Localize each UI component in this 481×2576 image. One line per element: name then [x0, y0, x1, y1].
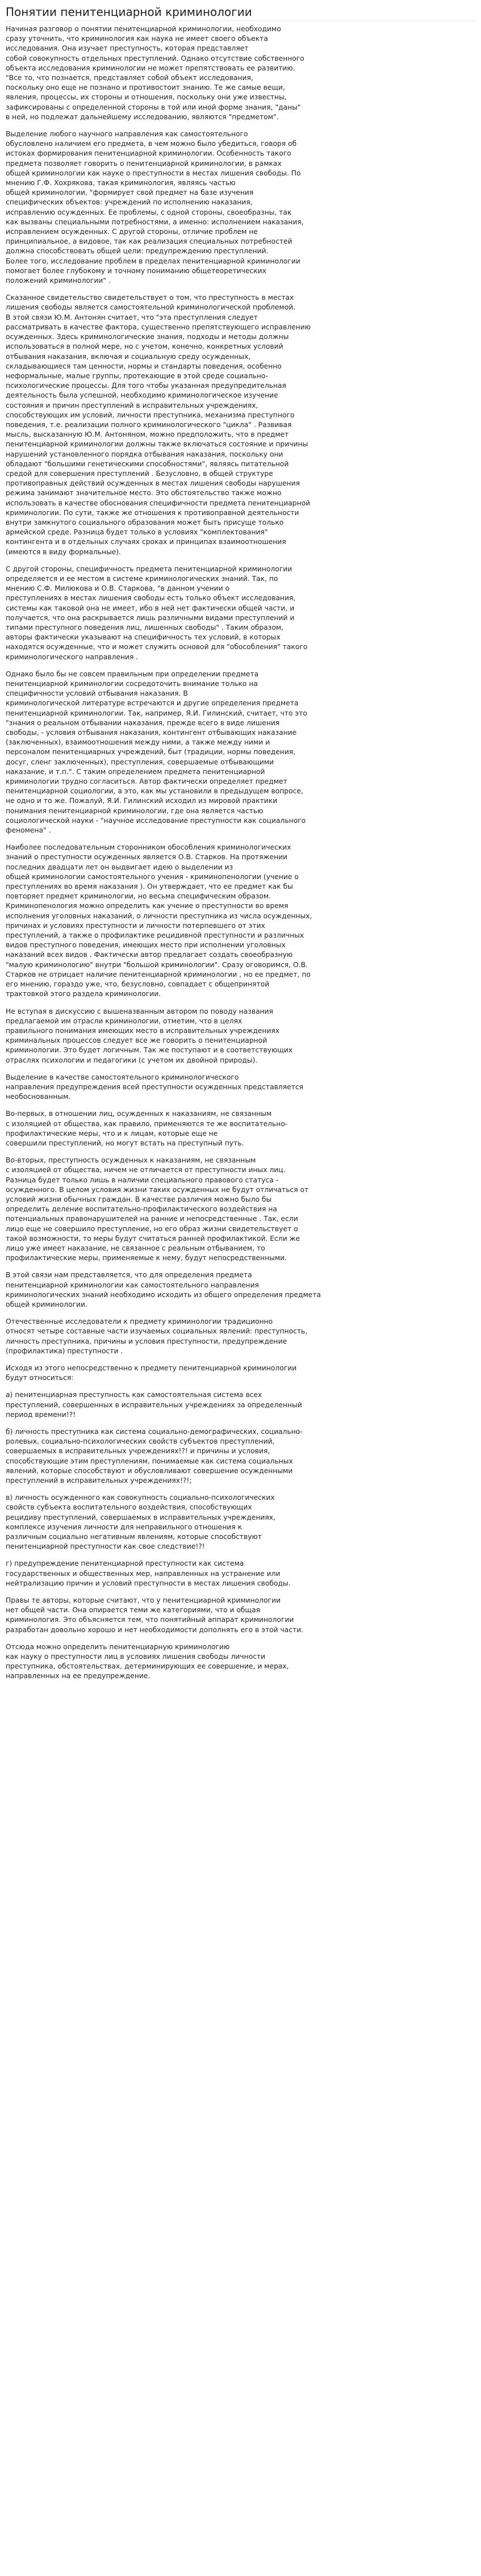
paragraph: Выделение в качестве самостоятельного криминологического направления предупреждения всей преступности осужденных представляется необоснованным.: [6, 1073, 304, 1101]
paragraph: Исходя из этого непосредственно к предмету пенитенциарной криминологии будут относиться:: [6, 1364, 297, 1382]
paragraph: Сказанное свидетельство свидетельствует о том, что преступность в местах лишения свободы является самостоятельной криминологической проблемой. В этой связи Ю.М. Антонян считает, что "эта преступления следует рассматривать в качестве фактора, существенно препятствующего исправлению осужденных. Здесь криминологические знания, подходы и методы должны использоваться в полной мере, но с учетом, конечно, конкретных условий отбывания наказания, включая и социальную среду осужденных, складывающиеся там ценности, нормы и стандарты поведения, особенно неформальные, малые группы, протекающие в этой среде социально- психологические процессы. Для того чтобы указанная предупредительная деятельность была успешной, необходимо криминологическое изучение состояния и причин преступлений в исправительных учреждениях, способствующих им условий, личности преступника, механизма преступного поведения, т.е. реализации полного криминологического "цикла" . Развивая мысль, высказанную Ю.М. Антоняном, можно предположить, что в предмет пенитенциарной криминологии должны также включаться состояние и причины нарушений установленного порядка отбывания наказания, поскольку они обладают "большими генетическими способностями", являясь питательной средой для совершения преступлений . Безусловно, в общей структуре противоправных действий осужденных в местах лишения свободы нарушения режима занимают значительное место. Это обстоятельство также можно использовать в качестве обоснования специфичности предмета пенитенциарной криминологии. По сути, также же отношения к противоправной деятельности внутри замкнутого социального образования может быть присуще только армейской среде. Разница будет только в условиях "комплектования" контингента и в отдельных случаях сроках и принципах взаимоотношения (имеются в виду формальные).: [6, 294, 311, 556]
paragraph: б) личность преступника как система социально-демографических, социально- ролевых, социально-психологических свойств субъектов преступлений, совершаемых в исправительных учреждениях!?! и причины и условия, способствующие этим преступлениям, понимаемые как система социальных явлений, которые способствуют и обусловливают совершение осужденными преступлений в исправительных учреждениях!?!;: [6, 1428, 303, 1485]
paragraph: Однако было бы не совсем правильным при определении предмета пенитенциарной криминологии сосредоточить внимание только на специфичности условий отбывания наказания. В криминологической литературе встречаются и другие определения предмета пенитенциарной криминологии. Так, например, Я.И. Гилинский, считает, что это "знания о реальном отбывании наказания, прежде всего в виде лишения свободы, - условия отбывания наказания, контингент отбывающих наказание (заключенных), взаимоотношения между ними, а также между ними и персоналом пенитенциарных учреждений, быт (традиции, нормы поведения, досуг, сленг заключенных), преступления, совершаемые отбывающими наказание, и т.п.". С таким определением предмета пенитенциарной криминологии трудно согласиться. Автор фактически определяет предмет пенитенциарной социологии, а это, как мы установили в предыдущем вопросе, не одно и то же. Пожалуй, Я.И. Гилинский исходил из мировой практики понимания пенитенциарной криминологии, где она является частью социологической науки - "научное исследование преступности как социального феномена" .: [6, 670, 307, 835]
paragraph: Выделение любого научного направления как самостоятельного обусловлено наличием его предмета, в чем можно было убедиться, говоря об истоках формирования пенитенциарной криминологии. Особенность такого предмета позволяет говорить о пенитенциарной криминологии, в рамках общей криминологии как науке о преступности в местах лишения свободы. По мнению Г.Ф. Хохрякова, такая криминология, являясь частью общей криминологии, "формирует свой предмет на базе изучения специфических объектов: учреждений по исполнению наказания, исправлению осужденных. Ее проблемы, с одной стороны, своеобразны, так как вызваны специальными потребностями, а именно: исполнением наказания, исправлением осужденных. С другой стороны, отличие проблем не принципиальное, а видовое, так как реализация специальных потребностей должна способствовать общей цели: предупреждению преступлений. Более того, исследование проблем в пределах пенитенциарной криминологии помогает более глубокому и точному пониманию общетеоретических положений криминологии" .: [6, 130, 304, 285]
article-title: Понятии пенитенциарной криминологии: [6, 5, 475, 21]
paragraph: В этой связи нам представляется, что для определения предмета пенитенциарной криминологии как самостоятельного направления криминологических знаний необходимо исходить из общего определения предмета общей криминологии.: [6, 1271, 321, 1308]
paragraph: а) пенитенциарная преступность как самостоятельная система всех преступлений, совершенных в исправительных учреждениях за определенный период времени!?!: [6, 1391, 302, 1419]
article-body: [6, 24, 475, 1682]
paragraph: Начиная разговор о понятии пенитенциарной криминологии, необходимо сразу уточнить, что криминология как наука не имеет своего объекта исследования. Она изучает преступность, которая представляет собой совокупность отдельных преступлений. Однако отсутствие собственного объекта исследования криминологии не может препятствовать ее развитию. "Все то, что познается, представляет собой объект исследования, поскольку оно еще не познано и противостоит знанию. Те же самые вещи, явления, процессы, их стороны и отношения, поскольку они уже известны, зафиксированы с определенной стороны в той или иной форме знания, "даны" в ней, но подлежат дальнейшему исследованию, являются "предметом".: [6, 25, 304, 121]
paragraph: Наиболее последовательным сторонником обособления криминологических знаний о преступности осужденных является О.В. Старков. На протяжении последних двадцати лет он выдвигает идею о выделении из общей криминологии самостоятельного учения - криминопенологии (учение о преступлениях во время наказания ). Он утверждает, что ее предмет как бы повторяет предмет криминологии, но весьма специфическим образом. Криминопенология можно определить как учение о преступности во время исполнения уголовных наказаний, о личности преступника из числа осужденных, причинах и условиях преступности и личности потерпевшего от этих преступлений, а также о профилактике рецидивной преступности и различных видов преступного поведения, имеющих место при исполнении уголовных наказаний всех видов . Фактически автор предлагает создать своеобразную "малую криминологию" внутри "большой криминологии". Сразу оговоримся, О.В. Старков не отрицает наличие пенитенциарной криминологии , но ее предмет, по его мнению, гораздо уже, что, безусловно, совпадает с общепринятой трактовкой этого раздела криминологии.: [6, 843, 312, 998]
paragraph: Во-первых, в отношении лиц, осужденных к наказаниям, не связанным с изоляцией от общества, как правило, применяются те же воспитательно- профилактические меры, что и к лицам, которые еще не совершили преступлений, но могут встать на преступный путь.: [6, 1110, 288, 1147]
paragraph: Правы те авторы, которые считают, что у пенитенциарной криминологии нет общей части. Она опирается теми же категориями, что и общая криминология. Это объясняется тем, что понятийный аппарат криминологии разработан довольно хорошо и нет необходимости дополнять его в этой части.: [6, 1596, 304, 1634]
paragraph: Отсюда можно определить пенитенциарную криминологию как науку о преступности лиц в условиях лишения свободы личности преступника, обстоятельствах, детерминирующих ее совершение, и мерах, направленных на ее предупреждение.: [6, 1642, 289, 1680]
paragraph: Отечественные исследователи к предмету криминологии традиционно относят четыре составные части изучаемых социальных явлений: преступность, личность преступника, причины и условия преступности, предупреждение (профилактика) преступности .: [6, 1318, 308, 1355]
paragraph: Во-вторых, преступность осужденных к наказаниям, не связанным с изоляцией от общества, ничем не отличается от преступности иных лиц. Разница будет только лишь в наличии специального правового статуса - осужденного. В целом условия жизни таких осужденных не будут отличаться от условий жизни обычных граждан. В качестве различия можно было бы определить деление воспитательно-профилактического воздействия на потенциальных правонарушителей на ранние и непосредственные . Так, если лицо еще не совершило преступление, но его образ жизни свидетельствует о такой возможности, то меры будут считаться ранней профилактикой. Если же лицо уже имеет наказание, не связанное с реальным отбыванием, то профилактические меры, применяемые к нему, будут непосредственными.: [6, 1156, 309, 1262]
paragraph: г) предупреждение пенитенциарной преступности как система государственных и общественных мер, направленных на устранение или нейтрализацию причин и условий преступности в местах лишения свободы.: [6, 1559, 291, 1587]
paragraph: Не вступая в дискуссию с вышеназванным автором по поводу названия предлагаемой им отрасли криминологии, отметим, что в целях правильного понимания имеющих место в исправительных учреждениях криминальных процессов следует все же говорить о пенитенциарной криминологии. Это будет логичным. Так же поступают и в соответствующих отраслях психологии и педагогики (с учетом их двойной природы).: [6, 1007, 293, 1064]
paragraph: С другой стороны, специфичность предмета пенитенциарной криминологии определяется и ее местом в системе криминологических знаний. Так, по мнению С.Ф. Милюкова и О.В. Старкова, "в данном учении о преступлениях в местах лишения свободы есть только объект исследования, системы как таковой она не имеет, ибо в ней нет фактически общей части, и получается, что она раскрывается лишь различными видами преступлений и типами преступного поведения лиц, лишенных свободы" . Таким образом, авторы фактически указывают на специфичность тех условий, в которых находятся осужденные, что и может служить основой для "обособления" такого криминологического направления .: [6, 564, 308, 661]
paragraph: в) личность осужденного как совокупность социально-психологических свойств субъекта воспитательного воздействия, способствующих рецидиву преступлений, совершаемых в исправительных учреждениях, комплексе изучения личности для неправильного отношения к различным социально негативным явлениям, которые способствуют пенитенциарной преступности как свое следствие!?!: [6, 1494, 275, 1551]
